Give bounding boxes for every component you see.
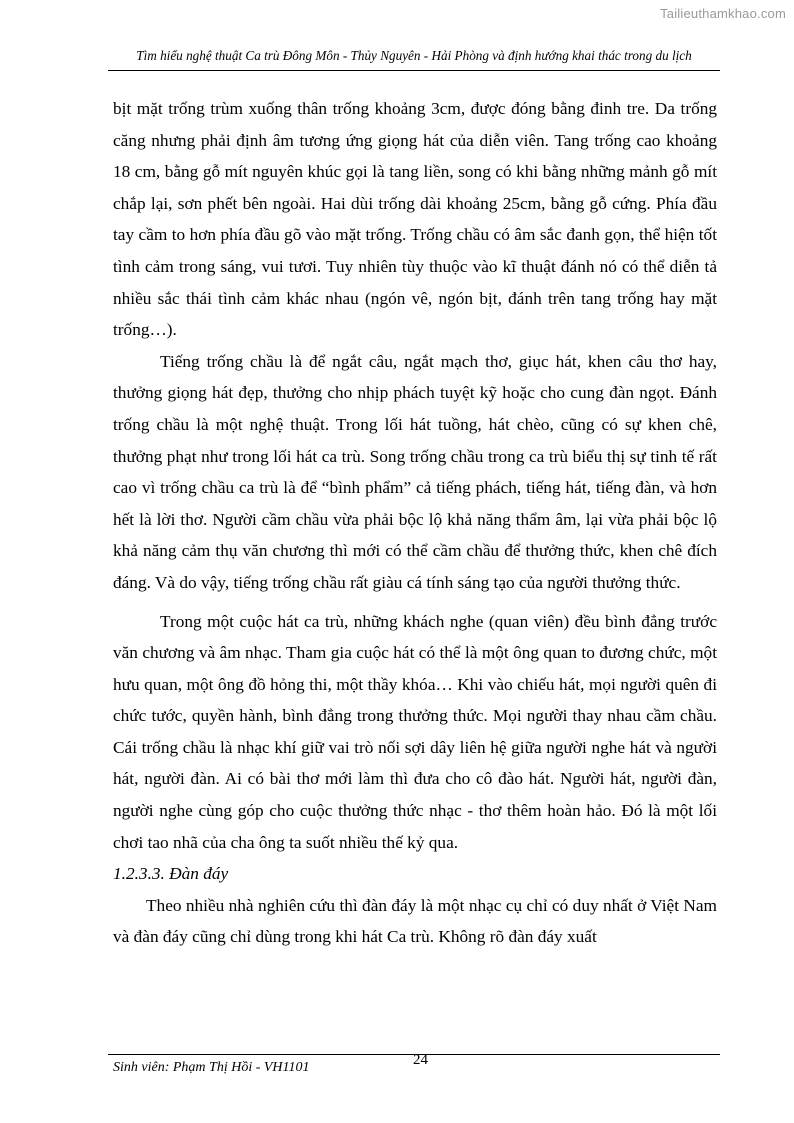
- footer-author: Sinh viên: Phạm Thị Hồi - VH1101: [113, 1060, 310, 1075]
- header-divider: [108, 70, 720, 71]
- paragraph-drum-description: bịt mặt trống trùm xuống thân trống khoảng 3cm, được đóng bằng đinh tre. Da trống căng nhưng phải định âm tương ứng giọng hát của diễn viên. Tang trống cao khoảng 18 cm, bằng gỗ mít nguyên khúc gọi là tang liền, song có khi bằng những mảnh gỗ mít chắp lại, sơn phết bên ngoài. Hai dùi trống dài khoảng 25cm, bằng gỗ cứng. Phía đầu tay cầm to hơn phía đầu gõ vào mặt trống. Trống chầu có âm sắc đanh gọn, thể hiện tốt tình cảm trong sáng, vui tươi. Tuy nhiên tùy thuộc vào kĩ thuật đánh nó có thể diễn tả nhiều sắc thái tình cảm khác nhau (ngón vê, ngón bịt, đánh trên tang trống hay mặt trống…).: [113, 99, 717, 340]
- page-body: [113, 93, 717, 953]
- watermark: Tailieuthamkhao.com: [660, 6, 786, 21]
- paragraph-audience: Trong một cuộc hát ca trù, những khách nghe (quan viên) đều bình đẳng trước văn chương và âm nhạc. Tham gia cuộc hát có thể là một ông quan to đương chức, một hưu quan, một ông đồ hỏng thi, một thầy khóa… Khi vào chiếu hát, mọi người quên đi chức tước, quyền hành, bình đẳng trong thưởng thức. Mọi người thay nhau cầm chầu. Cái trống chầu là nhạc khí giữ vai trò nối sợi dây liên hệ giữa người nghe hát và người hát, người đàn. Ai có bài thơ mới làm thì đưa cho cô đào hát. Người hát, người đàn, người nghe cùng góp cho cuộc thưởng thức nhạc - thơ thêm hoàn hảo. Đó là một lối chơi tao nhã của cha ông ta suốt nhiều thế kỷ qua.: [113, 611, 717, 852]
- section-heading: 1.2.3.3. Đàn đáy: [113, 864, 229, 884]
- running-header: Tìm hiểu nghệ thuật Ca trù Đông Môn - Thủy Nguyên - Hải Phòng và định hướng khai thác trong du lịch: [136, 48, 692, 63]
- paragraph-drum-role: Tiếng trống chầu là để ngắt câu, ngắt mạch thơ, giục hát, khen câu thơ hay, thưởng giọng hát đẹp, thưởng cho nhịp phách tuyệt kỹ hoặc cho cung đàn ngọt. Đánh trống chầu là một nghệ thuật. Trong lối hát tuồng, hát chèo, cũng có sự khen chê, thưởng phạt như trong lối hát ca trù. Song trống chầu trong ca trù biểu thị sự tinh tế rất cao vì trống chầu ca trù là để “bình phẩm” cả tiếng phách, tiếng hát, tiếng đàn, và hơn hết là lời thơ. Người cầm chầu vừa phải bộc lộ khả năng thẩm âm, lại vừa phải bộc lộ khả năng cảm thụ văn chương thì mới có thể cầm chầu để thưởng thức, khen chê đích đáng. Và do vậy, tiếng trống chầu rất giàu cá tính sáng tạo của người thưởng thức.: [113, 351, 717, 592]
- paragraph-dan-day: Theo nhiều nhà nghiên cứu thì đàn đáy là một nhạc cụ chỉ có duy nhất ở Việt Nam và đàn đáy cũng chỉ dùng trong khi hát Ca trù. Không rõ đàn đáy xuất: [113, 895, 717, 947]
- page-number: 24: [413, 1052, 428, 1068]
